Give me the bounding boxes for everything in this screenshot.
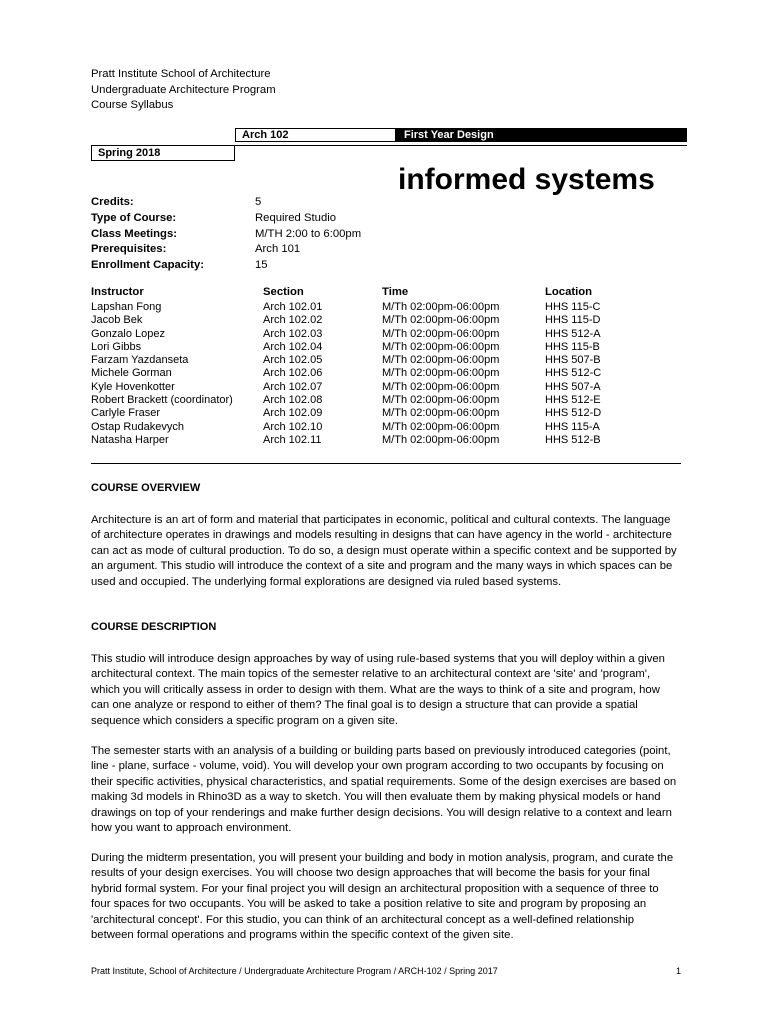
header-line: Course Syllabus: [91, 99, 174, 111]
info-label: Type of Course:: [91, 211, 177, 224]
instructor-cell: Lapshan Fong: [91, 301, 162, 313]
paragraph-line: architectural context. The main topics of the semester relative to an architectural context are 'site' and 'program',: [91, 668, 651, 681]
instructor-cell: Lori Gibbs: [91, 340, 142, 353]
info-label: Credits:: [91, 196, 134, 208]
column-header-location: Location: [545, 286, 593, 298]
paragraph-line: an argument. This studio will introduce the context of a site and program and the many ways in which spaces can be: [91, 560, 673, 573]
description-paragraph: [91, 652, 681, 729]
footer-text: Pratt Institute, School of Architecture / Undergraduate Architecture Program / ARCH-102 / Spring 2017: [91, 966, 498, 976]
section-cell: Arch 102.01: [263, 301, 323, 313]
info-value: Arch 101: [255, 243, 301, 256]
location-cell: HHS 115-A: [545, 420, 600, 433]
info-label: Prerequisites:: [91, 243, 167, 256]
info-label: Enrollment Capacity:: [91, 259, 204, 272]
section-cell: Arch 102.02: [263, 314, 323, 327]
header-line: Undergraduate Architecture Program: [91, 83, 276, 96]
time-cell: M/Th 02:00pm-06:00pm: [382, 354, 500, 367]
instructor-cell: Carlyle Fraser: [91, 407, 161, 420]
divider: [91, 463, 681, 464]
time-cell: M/Th 02:00pm-06:00pm: [382, 367, 500, 380]
paragraph-line: of architecture operates in drawings and models resulting in designs that can have agency in the world - architecture: [91, 529, 672, 542]
paragraph-line: This studio will introduce design approaches by way of using rule-based systems that you will deploy within a given: [91, 653, 665, 665]
paragraph-line: During the midterm presentation, you will present your building and body in motion analysis, program, and curate the: [91, 852, 674, 864]
time-cell: M/Th 02:00pm-06:00pm: [382, 340, 500, 353]
info-value: M/TH 2:00 to 6:00pm: [255, 227, 362, 240]
page-number: 1: [675, 966, 681, 976]
time-cell: M/Th 02:00pm-06:00pm: [382, 420, 500, 433]
section-cell: Arch 102.10: [263, 420, 323, 433]
paragraph-line: which you will critically assess in order to design with them. What are the ways to think of a site and program, how: [91, 683, 660, 696]
paragraph-line: four spaces for two occupants. You will be asked to take a position relative to site and program by proposing an: [91, 898, 647, 911]
description-paragraph: [91, 851, 681, 943]
location-cell: HHS 512-D: [545, 407, 602, 420]
time-cell: M/Th 02:00pm-06:00pm: [382, 394, 500, 407]
paragraph-line: results of your design exercises. You will choose two design approaches that will become the basis for your final: [91, 867, 650, 880]
location-cell: HHS 512-C: [545, 367, 602, 380]
paragraph-line: between formal operations and programs within the specific context of the given site.: [91, 929, 514, 942]
course-code: Arch 102: [235, 128, 395, 142]
page-footer: [91, 966, 681, 976]
paragraph-line: can act as mode of cultural production. To do so, a design must operate within a specific context and be supported by: [91, 544, 677, 557]
time-cell: M/Th 02:00pm-06:00pm: [382, 327, 500, 340]
divider: [235, 145, 687, 146]
header-line: Pratt Institute School of Architecture: [91, 68, 271, 80]
info-label: Class Meetings:: [91, 227, 178, 240]
location-cell: HHS 115-B: [545, 340, 600, 353]
instructor-cell: Jacob Bek: [91, 314, 143, 327]
paragraph-line: how you want to approach environment.: [91, 822, 292, 835]
overview-paragraph: [91, 513, 681, 590]
instructor-cell: Kyle Hovenkotter: [91, 380, 175, 393]
time-cell: M/Th 02:00pm-06:00pm: [382, 380, 500, 393]
section-cell: Arch 102.04: [263, 340, 323, 353]
paragraph-line: Architecture is an art of form and material that participates in economic, political and cultural contexts. The language: [91, 514, 671, 526]
location-cell: HHS 507-A: [545, 380, 601, 393]
section-cell: Arch 102.05: [263, 354, 323, 367]
location-cell: HHS 512-B: [545, 433, 601, 446]
description-paragraph: [91, 744, 681, 836]
info-value: Required Studio: [255, 211, 337, 224]
course-name: First Year Design: [395, 128, 687, 142]
column-header-instructor: Instructor: [91, 286, 144, 298]
time-cell: M/Th 02:00pm-06:00pm: [382, 301, 500, 313]
institution-header: [91, 67, 276, 114]
section-cell: Arch 102.07: [263, 380, 323, 393]
info-value: 5: [255, 196, 262, 208]
location-cell: HHS 115-D: [545, 314, 601, 327]
instructor-cell: Gonzalo Lopez: [91, 327, 165, 340]
location-cell: HHS 115-C: [545, 301, 601, 313]
paragraph-line: used and occupied. The underlying formal explorations are designed via ruled based systems.: [91, 575, 562, 588]
instructor-cell: Farzam Yazdanseta: [91, 354, 189, 367]
paragraph-line: sequence which considers a specific program on a given site.: [91, 714, 399, 727]
instructor-cell: Natasha Harper: [91, 433, 169, 446]
section-heading-overview: COURSE OVERVIEW: [91, 482, 201, 494]
section-cell: Arch 102.09: [263, 407, 323, 420]
section-cell: Arch 102.11: [263, 433, 322, 446]
time-cell: M/Th 02:00pm-06:00pm: [382, 407, 500, 420]
term-box: Spring 2018: [91, 145, 235, 161]
section-heading-description: COURSE DESCRIPTION: [91, 621, 217, 633]
location-cell: HHS 512-A: [545, 327, 601, 340]
course-title: informed systems: [398, 163, 655, 196]
column-header-time: Time: [382, 286, 409, 298]
section-cell: Arch 102.03: [263, 327, 323, 340]
paragraph-line: drawings on top of your renderings and make further design decisions. You will design relative to a context and learn: [91, 806, 672, 819]
paragraph-line: 'architectural concept'. For this studio, you can think of an architectural concept as a well-defined relationship: [91, 913, 635, 926]
paragraph-line: line - plane, surface - volume, void). You will develop your own program according to two occupants by focusing on: [91, 760, 664, 773]
paragraph-line: making 3d models in Rhino3D as a way to sketch. You will then evaluate them by making physical models or hand: [91, 791, 661, 804]
paragraph-line: their specific activities, physical characteristics, and spatial requirements. Some of the design exercises are based on: [91, 775, 677, 788]
paragraph-line: can one analyze or respond to either of them? The final goal is to design a structure that can provide a spatial: [91, 699, 638, 712]
column-header-section: Section: [263, 286, 304, 298]
section-cell: Arch 102.08: [263, 394, 323, 407]
time-cell: M/Th 02:00pm-06:00pm: [382, 314, 500, 327]
instructor-cell: Robert Brackett (coordinator): [91, 394, 233, 407]
location-cell: HHS 507-B: [545, 354, 601, 367]
section-cell: Arch 102.06: [263, 367, 323, 380]
info-value: 15: [255, 259, 268, 272]
location-cell: HHS 512-E: [545, 394, 601, 407]
instructor-cell: Michele Gorman: [91, 367, 172, 380]
instructor-cell: Ostap Rudakevych: [91, 420, 184, 433]
paragraph-line: The semester starts with an analysis of a building or building parts based on previously introduced categories (point,: [91, 745, 671, 757]
paragraph-line: hybrid formal system. For your final project you will design an architectural proposition with a sequence of three to: [91, 882, 659, 895]
time-cell: M/Th 02:00pm-06:00pm: [382, 433, 500, 446]
